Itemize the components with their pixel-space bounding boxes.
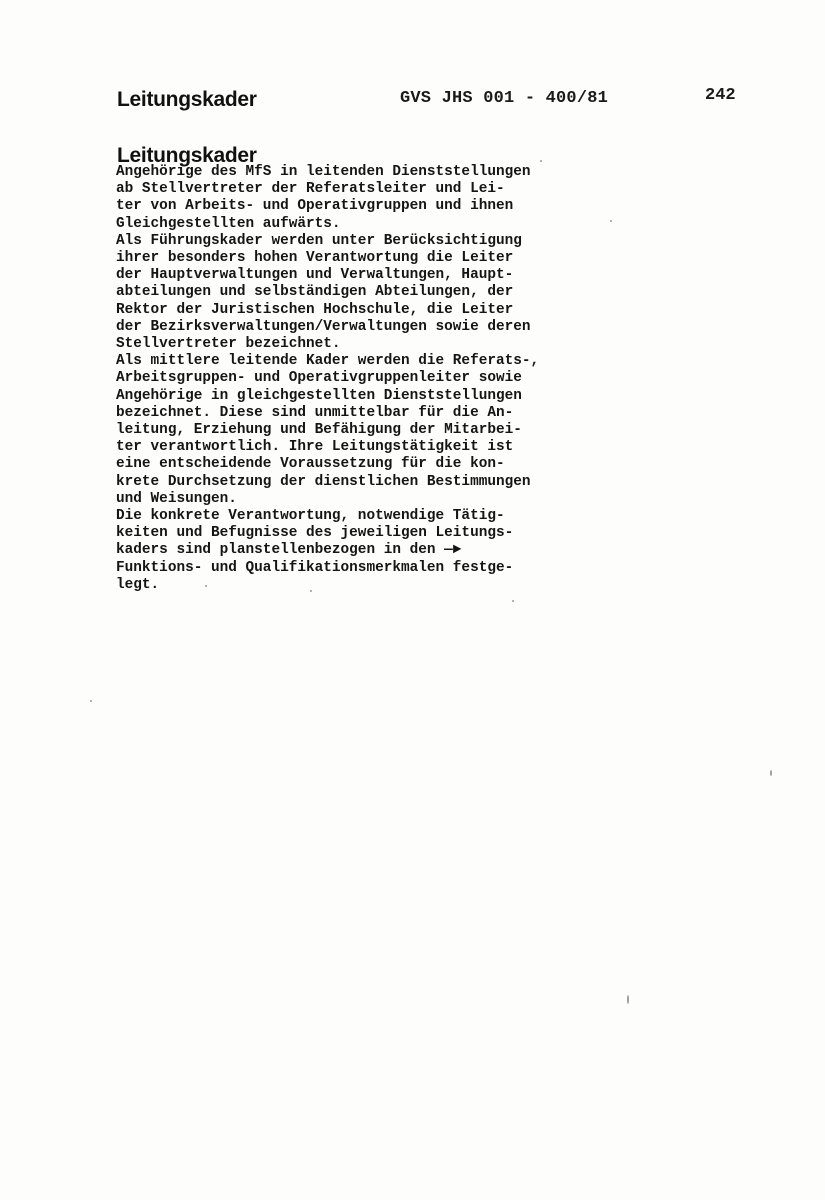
page-number: 242 xyxy=(705,86,736,105)
body-line: krete Durchsetzung der dienstlichen Bestimmungen xyxy=(116,473,531,490)
scan-speck xyxy=(610,220,612,222)
body-line: Arbeitsgruppen- und Operativgruppenleiter sowie xyxy=(116,370,522,387)
body-line: und Weisungen. xyxy=(116,490,237,507)
scan-speck xyxy=(627,995,629,1004)
entry-heading: Leitungskader xyxy=(117,144,257,167)
body-line: Stellvertreter bezeichnet. xyxy=(116,336,341,353)
body-line: Rektor der Juristischen Hochschule, die Leiter xyxy=(116,301,514,318)
document-reference: GVS JHS 001 - 400/81 xyxy=(400,89,609,108)
body-line: keiten und Befugnisse des jeweiligen Leitungs- xyxy=(116,525,514,542)
body-line: ab Stellvertreter der Referatsleiter und Lei- xyxy=(116,181,505,198)
body-line: der Hauptverwaltungen und Verwaltungen, Haupt- xyxy=(116,267,514,284)
body-line: Die konkrete Verantwortung, notwendige Tätig- xyxy=(116,508,505,525)
body-line: ter von Arbeits- und Operativgruppen und ihnen xyxy=(116,198,514,215)
scan-speck xyxy=(90,700,92,702)
scan-speck xyxy=(540,160,542,162)
body-line: Angehörige des MfS in leitenden Dienststellungen xyxy=(116,164,531,180)
body-line: Angehörige in gleichgestellten Dienststellungen xyxy=(116,387,522,404)
scan-speck xyxy=(205,585,207,587)
scan-speck xyxy=(512,600,514,602)
body-line: Als mittlere leitende Kader werden die Referats-, xyxy=(116,353,540,370)
entry-body xyxy=(116,164,606,594)
body-line: eine entscheidende Voraussetzung für die kon- xyxy=(116,456,505,473)
body-line: ihrer besonders hohen Verantwortung die Leiter xyxy=(116,250,514,267)
running-header-title: Leitungskader xyxy=(117,88,257,111)
scan-speck xyxy=(310,590,312,592)
scan-speck xyxy=(770,770,772,776)
body-line: legt. xyxy=(116,576,160,593)
body-line: abteilungen und selbständigen Abteilungen, der xyxy=(116,284,514,301)
body-line: Gleichgestellten aufwärts. xyxy=(116,215,341,232)
body-line: Als Führungskader werden unter Berücksichtigung xyxy=(116,232,522,249)
body-line: leitung, Erziehung und Befähigung der Mitarbei- xyxy=(116,422,522,439)
body-line: der Bezirksverwaltungen/Verwaltungen sowie deren xyxy=(116,318,531,335)
body-line: bezeichnet. Diese sind unmittelbar für die An- xyxy=(116,404,514,421)
body-line: Funktions- und Qualifikationsmerkmalen festge- xyxy=(116,559,514,576)
body-line: ter verantwortlich. Ihre Leitungstätigkeit ist xyxy=(116,439,514,456)
body-line: kaders sind planstellenbezogen in den —► xyxy=(116,542,462,559)
